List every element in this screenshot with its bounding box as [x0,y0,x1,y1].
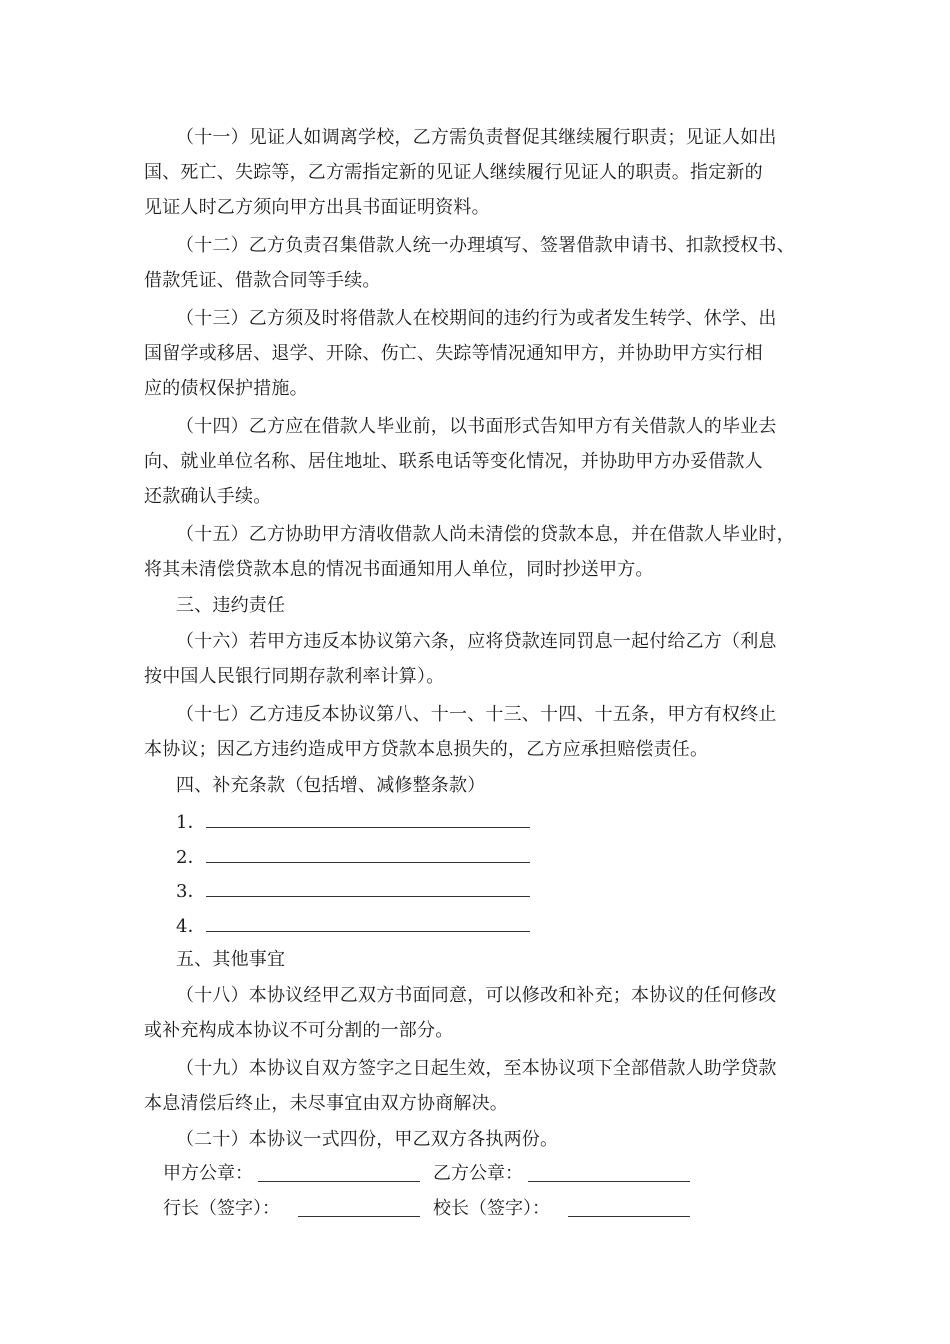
section-5-heading: 五、其他事宜 [176,949,286,970]
clause-17-line-1: （十七）乙方违反本协议第八、十一、十三、十四、十五条，甲方有权终止 [176,704,777,725]
party-b-seal-line[interactable] [528,1180,690,1182]
school-president-line[interactable] [568,1215,690,1217]
supplement-number: 2． [176,847,206,868]
party-a-seal-label: 甲方公章： [163,1163,253,1184]
clause-11-line-3: 见证人时乙方须向甲方出具书面证明资料。 [144,197,490,218]
clause-11-line-1: （十一）见证人如调离学校，乙方需负责督促其继续履行职责；见证人如出 [176,127,777,148]
supplement-blank[interactable] [206,878,530,897]
supplement-blank[interactable] [206,913,530,932]
supplement-item-4[interactable] [176,913,530,939]
clause-16-line-2: 按中国人民银行同期存款利率计算）。 [144,666,445,687]
supplement-number: 4． [176,916,206,937]
supplement-item-1[interactable] [176,809,530,835]
supplement-number: 1． [176,812,206,833]
party-b-seal-label: 乙方公章： [433,1163,523,1184]
supplement-item-2[interactable] [176,844,530,870]
clause-17-line-2: 本协议；因乙方违约造成甲方贷款本息损失的，乙方应承担赔偿责任。 [144,739,709,760]
school-president-label: 校长（签字）： [433,1198,550,1219]
clause-15-line-1: （十五）乙方协助甲方清收借款人尚未清偿的贷款本息，并在借款人毕业时， [176,524,795,545]
clause-18-line-2: 或补充构成本协议不可分割的一部分。 [144,1020,454,1041]
clause-13-line-3: 应的债权保护措施。 [144,378,308,399]
clause-15-line-2: 将其未清偿贷款本息的情况书面通知用人单位，同时抄送甲方。 [144,559,654,580]
bank-president-label: 行长（签字）： [163,1198,280,1219]
clause-16-line-1: （十六）若甲方违反本协议第六条，应将贷款连同罚息一起付给乙方（利息 [176,631,777,652]
clause-12-line-1: （十二）乙方负责召集借款人统一办理填写、签署借款申请书、扣款授权书、 [176,235,795,256]
clause-14-line-1: （十四）乙方应在借款人毕业前，以书面形式告知甲方有关借款人的毕业去 [176,416,777,437]
supplement-item-3[interactable] [176,878,530,904]
clause-19-line-1: （十九）本协议自双方签字之日起生效，至本协议项下全部借款人助学贷款 [176,1058,777,1079]
supplement-blank[interactable] [206,844,530,863]
clause-13-line-2: 国留学或移居、退学、开除、伤亡、失踪等情况通知甲方，并协助甲方实行相 [144,343,763,364]
clause-12-line-2: 借款凭证、借款合同等手续。 [144,270,381,291]
section-4-heading: 四、补充条款（包括增、减修整条款） [176,775,486,796]
clause-14-line-2: 向、就业单位名称、居住地址、联系电话等变化情况，并协助甲方办妥借款人 [144,451,763,472]
clause-13-line-1: （十三）乙方须及时将借款人在校期间的违约行为或者发生转学、休学、出 [176,308,777,329]
clause-14-line-3: 还款确认手续。 [144,486,272,507]
clause-11-line-2: 国、死亡、失踪等，乙方需指定新的见证人继续履行见证人的职责。指定新的 [144,162,763,183]
supplement-blank[interactable] [206,809,530,828]
party-a-seal-line[interactable] [258,1180,420,1182]
supplement-number: 3． [176,881,206,902]
clause-20: （二十）本协议一式四份，甲乙双方各执两份。 [176,1129,559,1150]
clause-19-line-2: 本息清偿后终止，未尽事宜由双方协商解决。 [144,1093,508,1114]
section-3-heading: 三、违约责任 [176,595,286,616]
bank-president-line[interactable] [298,1215,420,1217]
clause-18-line-1: （十八）本协议经甲乙双方书面同意，可以修改和补充；本协议的任何修改 [176,985,777,1006]
